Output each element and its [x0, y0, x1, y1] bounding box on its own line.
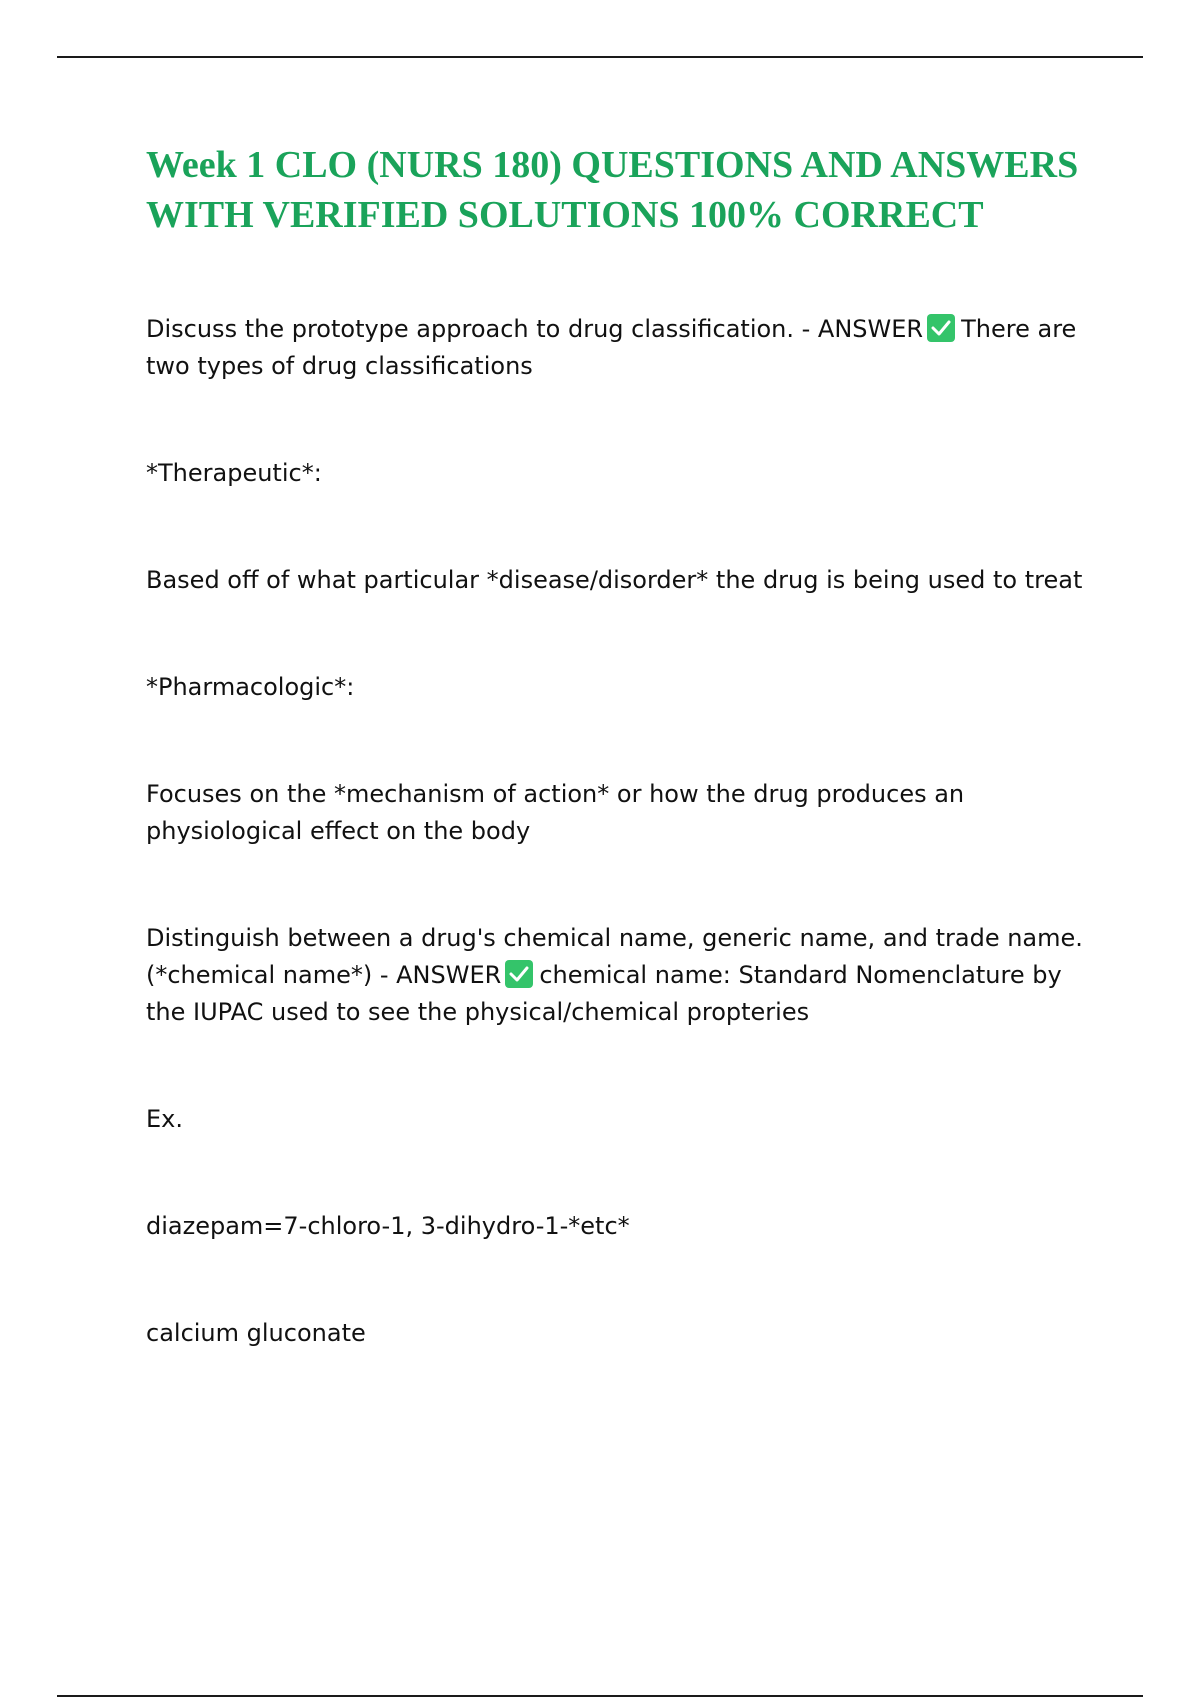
question-1-text: Discuss the prototype approach to drug classification. - ANSWER [146, 315, 924, 343]
therapeutic-heading: *Therapeutic*: [146, 459, 322, 487]
therapeutic-description: Based off of what particular *disease/disorder* the drug is being used to treat [146, 566, 1083, 594]
question-2-text: Distinguish between a drug's chemical name, generic name, and trade name. (*chemical name*) - ANSWER [146, 924, 1083, 989]
example-diazepam: diazepam=7-chloro-1, 3-dihydro-1-*etc* [146, 1212, 630, 1240]
top-divider [57, 56, 1143, 58]
check-mark-icon [927, 314, 955, 342]
document-body [146, 140, 1096, 1352]
check-mark-icon [505, 960, 533, 988]
pharmacologic-description: Focuses on the *mechanism of action* or how the drug produces an physiological effect on the body [146, 780, 965, 845]
example-label: Ex. [146, 1105, 183, 1133]
document-title: Week 1 CLO (NURS 180) QUESTIONS AND ANSWERS WITH VERIFIED SOLUTIONS 100% CORRECT [146, 144, 1079, 236]
question-2 [146, 920, 1096, 1031]
answer-2-text: chemical name: Standard Nomenclature by the IUPAC used to see the physical/chemical propteries [146, 961, 1062, 1026]
answer-1-text: There are two types of drug classifications [146, 315, 1077, 380]
question-1 [146, 311, 1096, 385]
pharmacologic-heading: *Pharmacologic*: [146, 673, 355, 701]
example-calcium-gluconate: calcium gluconate [146, 1319, 366, 1347]
bottom-divider [57, 1695, 1143, 1697]
